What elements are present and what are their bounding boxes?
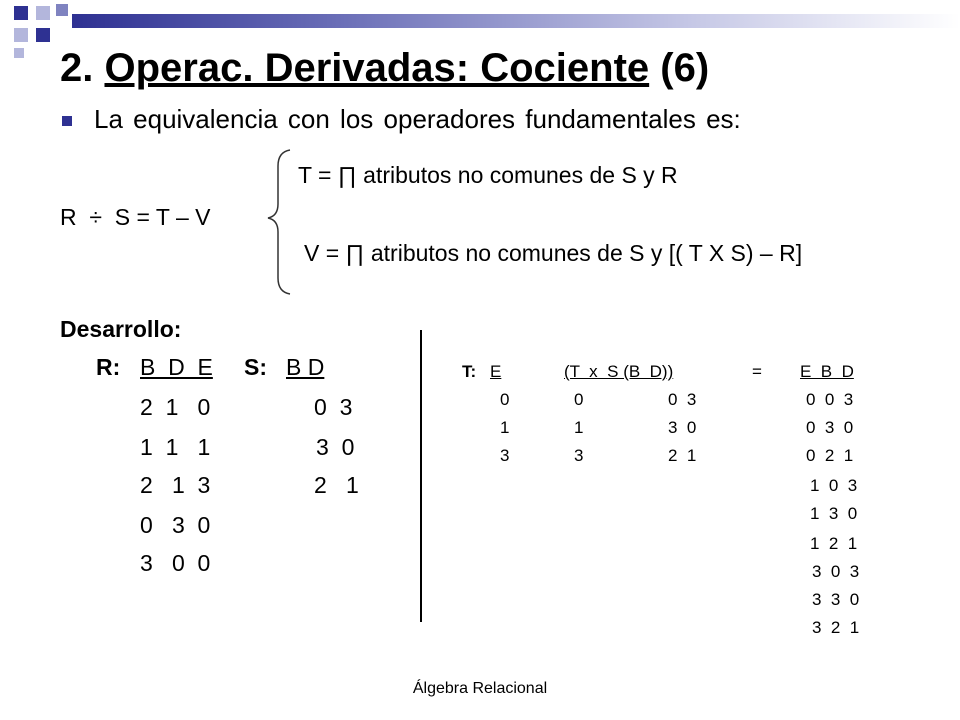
relation-s-row: 3 0 [316,434,355,460]
title-underlined: Operac. Derivadas: Cociente [104,46,650,90]
relation-t-value: 3 [500,446,510,465]
relation-s-label: S: [244,354,267,380]
relation-r-row: 2 1 3 [140,472,211,498]
curly-brace-icon [264,148,294,296]
equation-v: V = ∏ atributos no comunes de S y [( T X S) – R] [304,240,803,266]
divider-line [420,330,422,622]
result-row: 1 0 3 [810,476,858,495]
bullet-text: La equivalencia con los operadores fundamentales es: [94,104,741,134]
relation-r-row: 2 1 0 [140,394,211,420]
decor-square [14,28,28,42]
equals-sign: = [752,362,762,381]
decor-square [14,48,24,58]
decor-square [36,6,50,20]
equation-t: T = ∏ atributos no comunes de S y R [298,162,678,188]
decor-square [56,4,68,16]
page-title: 2. Operac. Derivadas: Cociente (6) [60,46,710,90]
result-row: 1 2 1 [810,534,858,553]
decor-square [36,28,50,42]
result-row: 0 3 0 [806,418,854,437]
result-row: 1 3 0 [810,504,858,523]
relation-t-label: T: [462,362,477,381]
product-t-value: 3 [574,446,584,465]
result-row: 3 2 1 [812,618,860,637]
result-row: 3 3 0 [812,590,860,609]
relation-s-header: B D [286,354,325,380]
decor-square [14,6,28,20]
bullet-square-icon [62,116,72,126]
relation-t-value: 1 [500,418,510,437]
relation-s-row: 2 1 [314,472,359,498]
relation-t-value: 0 [500,390,510,409]
title-bar-decoration [72,14,960,28]
relation-r-label: R: [96,354,121,380]
product-s-value: 3 0 [668,418,697,437]
relation-r-header: B D E [140,354,213,380]
product-s-value: 0 3 [668,390,697,409]
product-s-value: 2 1 [668,446,697,465]
product-t-value: 0 [574,390,584,409]
result-row: 0 0 3 [806,390,854,409]
product-expression-header: (T x S (B D)) [564,362,674,381]
section-heading: Desarrollo: [60,316,182,342]
relation-r-row: 0 3 0 [140,512,211,538]
footer-text: Álgebra Relacional [412,680,548,697]
result-row: 0 2 1 [806,446,854,465]
relation-r-row: 1 1 1 [140,434,211,460]
relation-t-header: E [490,362,502,381]
equation-main: R ÷ S = T – V [60,204,211,230]
relation-r-row: 3 0 0 [140,550,211,576]
product-t-value: 1 [574,418,584,437]
result-row: 3 0 3 [812,562,860,581]
result-header: E B D [800,362,854,381]
relation-s-row: 0 3 [314,394,353,420]
